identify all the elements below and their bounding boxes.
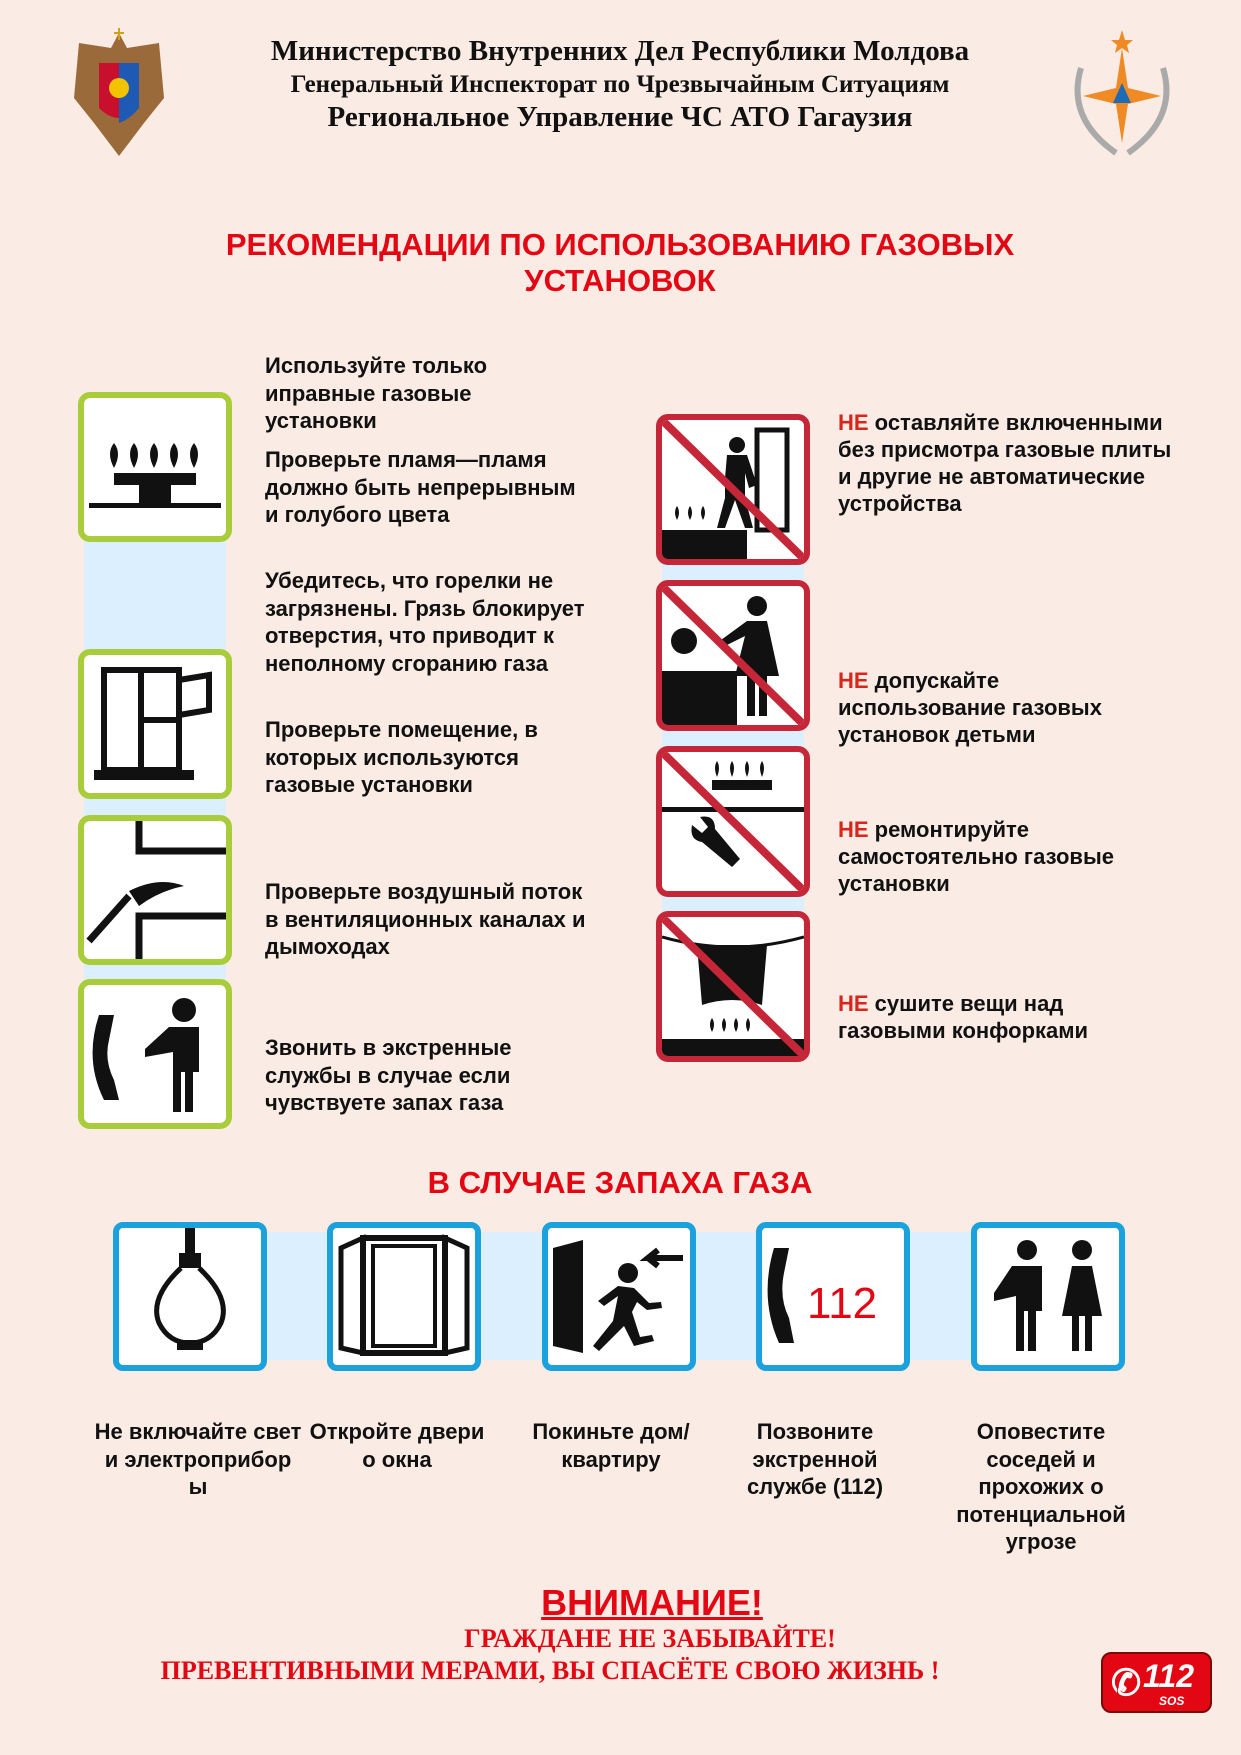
header-inspectorate: Генеральный Инспекторат по Чрезвычайным Ситуациям (290, 71, 950, 98)
warning-text: допускайте использование газовых установок детьми (838, 668, 1102, 747)
exit-running-person-icon (542, 1222, 696, 1371)
warning-4 (838, 990, 1168, 1044)
tip-5: Проверьте воздушный поток в вентиляционных каналах и дымоходах (265, 879, 586, 959)
warning-2 (838, 667, 1168, 748)
logo-number: 112 (1143, 1658, 1195, 1694)
no-repair-icon (656, 746, 810, 897)
step-caption-3: Покиньте дом/квартиру (532, 1419, 690, 1472)
warning-text: сушите вещи над газовыми конфорками (838, 991, 1089, 1043)
footer-line-1: ГРАЖДАНЕ НЕ ЗАБЫВАЙТЕ! (464, 1624, 836, 1653)
title-line-1: РЕКОМЕНДАЦИИ ПО ИСПОЛЬЗОВАНИЮ ГАЗОВЫХ (225, 227, 1015, 262)
phone-icon: ✆ (1111, 1662, 1142, 1703)
tip-3: Убедитесь, что горелки не загрязнены. Грязь блокирует отверстия, что приводит к неполному сгоранию газа (265, 568, 585, 676)
gas-burner-icon (78, 392, 232, 542)
no-children-icon (656, 580, 810, 731)
ventilation-check-icon (78, 815, 232, 965)
warning-text: ремонтируйте самостоятельно газовые установки (838, 817, 1114, 896)
sos-112-logo (1101, 1652, 1212, 1713)
page-title (120, 227, 1120, 299)
title-line-2: УСТАНОВОК (524, 263, 716, 298)
tip-6: Звонить в экстренные службы в случае если чувствуете запах газа (265, 1035, 512, 1115)
ne-prefix: НЕ (838, 668, 869, 693)
moldova-coat-of-arms (69, 28, 169, 158)
step-caption-1: Не включайте свет и электроприбор ы (94, 1419, 302, 1499)
footer-line-2: ПРЕВЕНТИВНЫМИ МЕРАМИ, ВЫ СПАСЁТЕ СВОЮ ЖИЗНЬ ! (160, 1656, 940, 1685)
tip-1: Используйте только иправные газовые установки (265, 353, 488, 433)
header-ministry: Министерство Внутренних Дел Республики Молдова (270, 35, 970, 67)
no-unattended-icon (656, 414, 810, 565)
step-caption-2: Откройте двери о окна (309, 1419, 485, 1472)
ne-prefix: НЕ (838, 991, 869, 1016)
window-icon (78, 649, 232, 799)
emergency-call-icon (78, 979, 232, 1129)
notify-neighbors-icon (971, 1222, 1125, 1371)
ne-prefix: НЕ (838, 817, 869, 842)
warning-1 (838, 409, 1178, 517)
logo-sub: SOS (1159, 1694, 1185, 1708)
step-caption-4: Позвоните экстренной службе (112) (746, 1419, 884, 1499)
call-112-icon (756, 1222, 910, 1371)
phone-number-text: 112 (807, 1279, 878, 1328)
open-window-icon (327, 1222, 481, 1371)
tip-4: Проверьте помещение, в которых используются газовые установки (265, 717, 538, 797)
ne-prefix: НЕ (838, 410, 869, 435)
step-caption-5: Оповестите соседей и прохожих о потенциальной угрозе (956, 1419, 1126, 1554)
attention-heading: ВНИМАНИЕ! (541, 1582, 763, 1623)
tip-2: Проверьте пламя—пламя должно быть непрерывным и голубого цвета (265, 447, 576, 527)
header-regional: Региональное Управление ЧС АТО Гагаузия (327, 101, 913, 133)
warning-text: оставляйте включенными без присмотра газовые плиты и другие не автоматические устройства (838, 410, 1172, 516)
emergency-service-emblem (1061, 28, 1183, 158)
light-bulb-icon (113, 1222, 267, 1371)
warning-3 (838, 816, 1168, 897)
gas-smell-heading: В СЛУЧАЕ ЗАПАХА ГАЗА (427, 1165, 813, 1200)
no-drying-icon (656, 911, 810, 1062)
